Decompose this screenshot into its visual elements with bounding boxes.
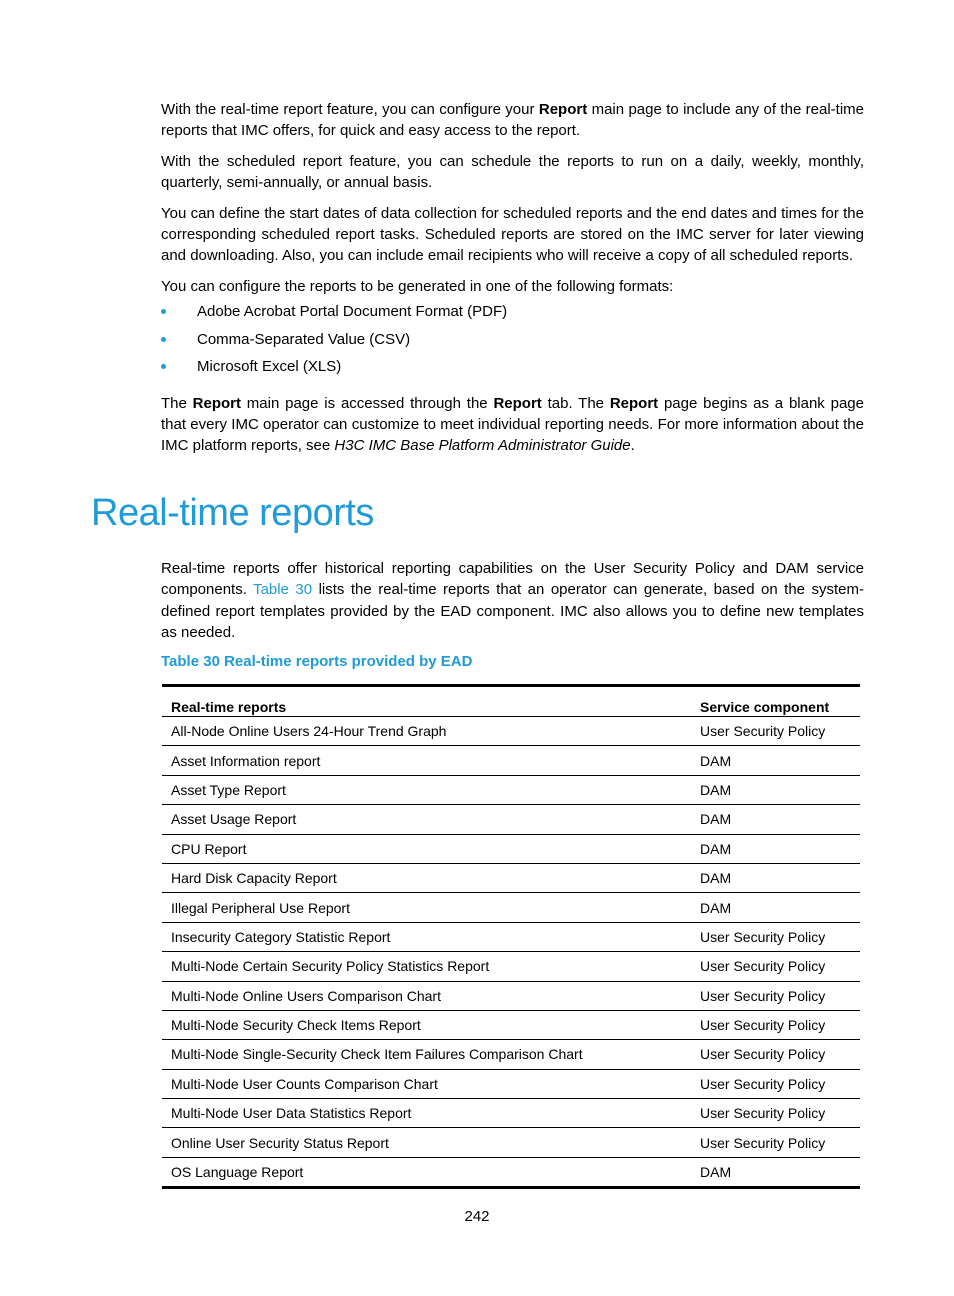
intro-paragraph-2: With the scheduled report feature, you can schedule the reports to run on a daily, weekly, monthly, quarterly, semi-annually, or annual basis. [161,153,864,191]
table-row [162,952,860,981]
text-run: The [161,394,193,412]
service-component-cell: DAM [691,893,860,922]
table-header-row [162,686,860,717]
intro-paragraph-4: You can configure the reports to be generated in one of the following formats: [161,278,674,295]
text-run: tab. The [541,394,610,412]
format-list [161,301,864,384]
intro-paragraph-5 [161,393,864,456]
service-component-cell: DAM [691,863,860,892]
table-row [162,775,860,804]
report-name-cell: Multi-Node Certain Security Policy Statistics Report [162,952,691,981]
table-row [162,1069,860,1098]
service-component-cell: DAM [691,775,860,804]
intro-paragraph-1 [161,99,864,141]
report-name-cell: Asset Usage Report [162,805,691,834]
service-component-cell: DAM [691,834,860,863]
list-item [161,329,864,357]
report-name-cell: Multi-Node Security Check Items Report [162,1010,691,1039]
table-reference-link[interactable]: Table 30 [253,581,313,599]
report-name-cell: Asset Information report [162,746,691,775]
column-header-service: Service component [691,686,860,717]
report-name-cell: Multi-Node User Data Statistics Report [162,1099,691,1128]
service-component-cell: User Security Policy [691,981,860,1010]
table-row [162,1128,860,1157]
text-run: main page to include any of the real-time reports that IMC offers, for quick and easy access to the report. [161,101,864,139]
intro-paragraph-3: You can define the start dates of data collection for scheduled reports and the end dates and times for the corresponding scheduled report tasks. Scheduled reports are stored on the IMC server for later viewing and downloading. Also, you can include email recipients who will receive a copy of all scheduled reports. [161,205,864,264]
list-item-label: Comma-Separated Value (CSV) [197,330,411,348]
service-component-cell: User Security Policy [691,1099,860,1128]
service-component-cell: User Security Policy [691,922,860,951]
table-row [162,863,860,892]
service-component-cell: User Security Policy [691,952,860,981]
service-component-cell: User Security Policy [691,1069,860,1098]
list-item [161,301,864,329]
report-bold: Report [192,394,241,412]
text-run: Real-time reports offer historical reporting capabilities on the User Security Policy and DAM service components. [161,560,864,599]
reports-table [162,684,860,1189]
report-name-cell: Illegal Peripheral Use Report [162,893,691,922]
section-body [161,558,864,653]
service-component-cell: DAM [691,1157,860,1187]
bullet-icon [161,309,166,314]
list-item-label: Microsoft Excel (XLS) [197,358,342,375]
table-row [162,746,860,775]
report-name-cell: Multi-Node Online Users Comparison Chart [162,981,691,1010]
text-run: page begins as a blank page that every IMC operator can customize to meet individual reporting needs. For more information about the IMC platform reports, see [161,394,864,454]
report-bold: Report [609,394,659,412]
report-name-cell: Multi-Node Single-Security Check Item Failures Comparison Chart [162,1040,691,1069]
section-heading: Real-time reports [91,492,374,534]
table-row [162,1010,860,1039]
report-name-cell: All-Node Online Users 24-Hour Trend Graph [162,717,691,746]
text-run: With the real-time report feature, you can configure your [161,101,539,118]
report-name-cell: CPU Report [162,834,691,863]
intro-section [161,99,864,466]
bullet-icon [161,337,166,342]
report-name-cell: Multi-Node User Counts Comparison Chart [162,1069,691,1098]
service-component-cell: DAM [691,746,860,775]
service-component-cell: User Security Policy [691,1040,860,1069]
table-row [162,1099,860,1128]
service-component-cell: User Security Policy [691,1010,860,1039]
table-row [162,893,860,922]
list-item-label: Adobe Acrobat Portal Document Format (PDF) [197,303,508,320]
service-component-cell: User Security Policy [691,717,860,746]
table-row [162,717,860,746]
report-name-cell: Online User Security Status Report [162,1128,691,1157]
table-row [162,834,860,863]
table-caption: Table 30 Real-time reports provided by EAD [161,653,473,670]
report-bold: Report [538,101,588,118]
service-component-cell: DAM [691,805,860,834]
report-name-cell: Hard Disk Capacity Report [162,863,691,892]
text-run: . [630,436,635,454]
report-name-cell: OS Language Report [162,1157,691,1187]
table-row [162,1040,860,1069]
table-row [162,981,860,1010]
report-name-cell: Insecurity Category Statistic Report [162,922,691,951]
text-run: lists the real-time reports that an operator can generate, based on the system-defined report templates provided by the EAD component. IMC also allows you to define new templates as needed. [161,581,864,641]
report-name-cell: Asset Type Report [162,775,691,804]
text-run: main page is accessed through the [241,394,494,412]
page-number: 242 [464,1208,490,1225]
bullet-icon [161,364,166,369]
list-item [161,356,864,384]
report-bold: Report [493,394,542,412]
section-paragraph [161,558,864,643]
guide-title: H3C IMC Base Platform Administrator Guide [334,436,631,454]
table-row [162,922,860,951]
column-header-reports: Real-time reports [162,686,691,717]
table-row [162,1157,860,1187]
table-body [162,717,860,1188]
table-row [162,805,860,834]
service-component-cell: User Security Policy [691,1128,860,1157]
